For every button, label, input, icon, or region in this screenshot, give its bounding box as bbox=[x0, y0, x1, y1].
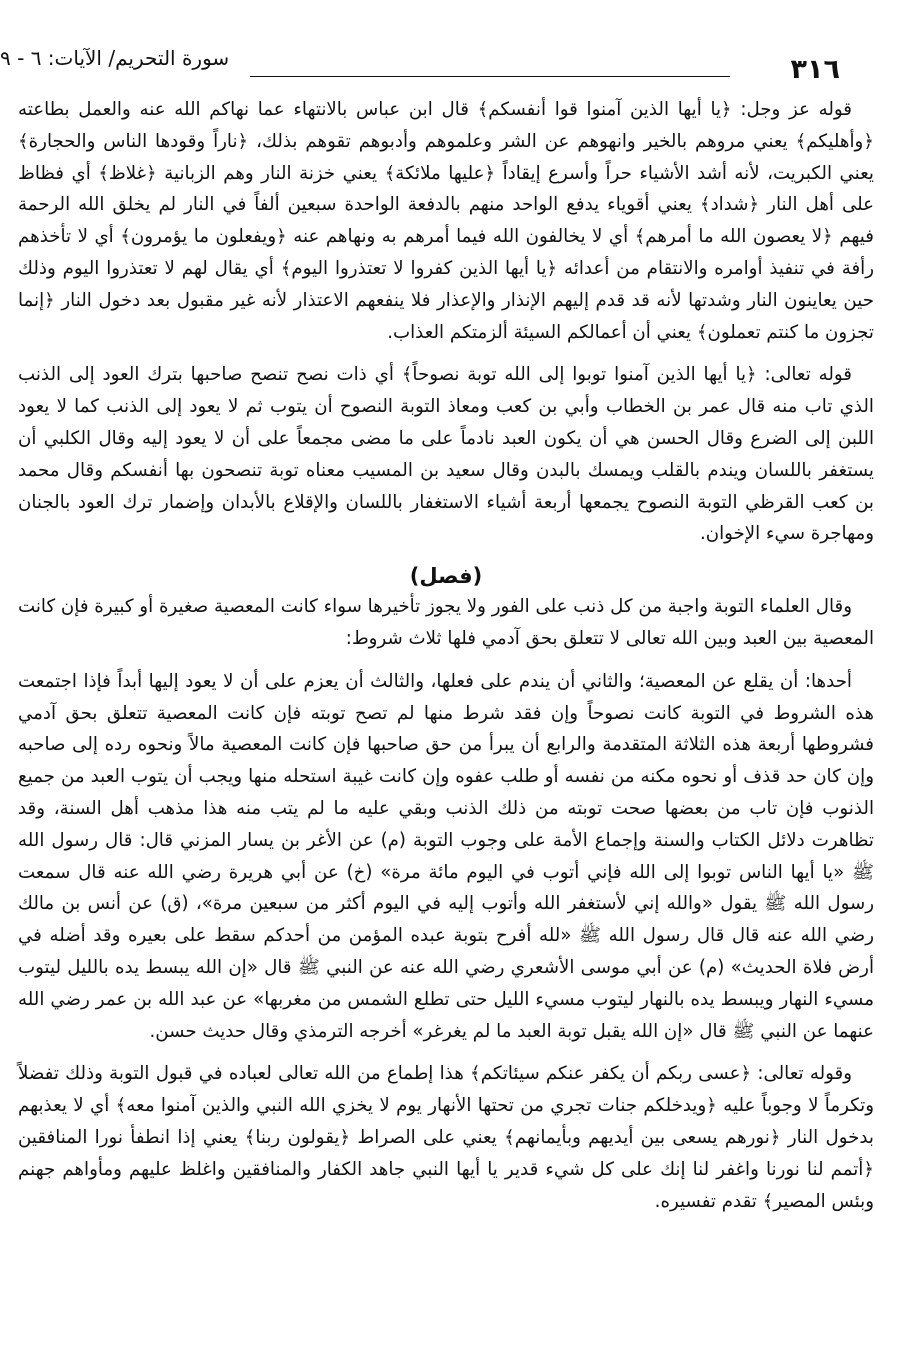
header-rule bbox=[250, 76, 730, 77]
paragraph-conditions: أحدها: أن يقلع عن المعصية؛ والثاني أن يندم على فعلها، والثالث أن يعزم على أن لا يعود إليها أبداً فإذا اجتمعت هذه الشروط في التوبة كانت نصوحاً وإن فقد شرط منها لم تصح توبته فإن كانت المعصية تتعلق بحق آدمي فشروطها أربعة هذه الثلاثة المتقدمة والرابع أن يبرأ من حق صاحبها فإن كانت المعصية مالاً ونحوه رده إلى صاحبه وإن كان حد قذف أو نحوه مكنه من نفسه أو طلب عفوه وإن كانت غيبة استحله منها ويجب أن يتوب العبد من جميع الذنوب فإن تاب من بعضها صحت توبته من ذلك الذنب وبقي عليه ما لم يتب منه هذا مذهب أهل السنة، وقد تظاهرت دلائل الكتاب والسنة وإجماع الأمة على وجوب التوبة (م) عن الأغر بن يسار المزني قال: قال رسول الله ﷺ «يا أيها الناس توبوا إلى الله فإني أتوب في اليوم مائة مرة» (خ) عن أبي هريرة رضي الله عنه قال سمعت رسول الله ﷺ يقول «والله إني لأستغفر الله وأتوب إليه في اليوم أكثر من سبعين مرة»، (ق) عن أنس بن مالك رضي الله عنه قال قال رسول الله ﷺ «لله أفرح بتوبة عبده المؤمن من أحدكم سقط على بعيره وقد أضله في أرض فلاة الحديث» (م) عن أبي موسى الأشعري رضي الله عنه عن النبي ﷺ قال «إن الله يبسط يده بالليل ليتوب مسيء النهار ويبسط يده بالنهار ليتوب مسيء الليل حتى تطلع الشمس من مغربها» عن عبد الله بن عمر رضي الله عنهما عن النبي ﷺ قال «إن الله يقبل توبة العبد ما لم يغرغر» أخرجه الترمذي وقال حديث حسن. bbox=[18, 670, 874, 1042]
page-header bbox=[0, 40, 880, 86]
paragraph-verse-6: قوله عز وجل: ﴿يا أيها الذين آمنوا قوا أنفسكم﴾ قال ابن عباس بالانتهاء عما نهاكم الله عنه والعمل بطاعته ﴿وأهليكم﴾ يعني مروهم بالخير وانهوهم عن الشر وعلموهم وأدبوهم تقوهم بذلك، ﴿ناراً وقودها الناس والحجارة﴾ يعني الكبريت، لأنه أشد الأشياء حراً وأسرع إيقاداً ﴿عليها ملائكة﴾ يعني خزنة النار وهم الزبانية ﴿غلاظ﴾ أي فظاظ على أهل النار ﴿شداد﴾ يعني أقوياء يدفع الواحد منهم بالدفعة الواحدة سبعين ألفاً في النار لم يخلق الله الرحمة فيهم ﴿لا يعصون الله ما أمرهم﴾ أي لا يخالفون الله فيما أمرهم به ونهاهم عنه ﴿ويفعلون ما يؤمرون﴾ أي لا تأخذهم رأفة في تنفيذ أوامره والانتقام من أعدائه ﴿يا أيها الذين كفروا لا تعتذروا اليوم﴾ أي يقال لهم لا تعتذروا اليوم وذلك حين يعاينون النار وشدتها لأنه قد قدم إليهم الإنذار والإعذار فلا ينفعهم الاعتذار لأنه غير مقبول بعد دخول النار ﴿إنما تجزون ما كنتم تعملون﴾ يعني أن أعمالكم السيئة ألزمتكم العذاب. bbox=[18, 99, 874, 343]
paragraph-verse-8-cont: وقوله تعالى: ﴿عسى ربكم أن يكفر عنكم سيئاتكم﴾ هذا إطماع من الله تعالى لعباده في قبول التوبة وذلك تفضلاً وتكرماً لا وجوباً عليه ﴿ويدخلكم جنات تجري من تحتها الأنهار يوم لا يخزي الله النبي والذين آمنوا معه﴾ أي لا يعذبهم بدخول النار ﴿نورهم يسعى بين أيديهم وبأيمانهم﴾ يعني على الصراط ﴿يقولون ربنا﴾ يعني إذا انطفأ نورا المنافقين ﴿أتمم لنا نورنا واغفر لنا إنك على كل شيء قدير يا أيها النبي جاهد الكفار والمنافقين واغلظ عليهم ومأواهم جهنم وبئس المصير﴾ تقدم تفسيره. bbox=[18, 1063, 874, 1212]
page-number: ٣١٦ bbox=[790, 54, 840, 85]
page-body bbox=[18, 94, 874, 1228]
section-heading: (فصل) bbox=[409, 564, 483, 589]
paragraph-verse-8: قوله تعالى: ﴿يا أيها الذين آمنوا توبوا إلى الله توبة نصوحاً﴾ أي ذات نصح تنصح صاحبها بترك العود إلى الذنب الذي تاب منه قال عمر بن الخطاب وأبي بن كعب ومعاذ التوبة النصوح أن يتوب ثم لا يعود إلى الذنب كما لا يعود اللبن إلى الضرع وقال الحسن هي أن يكون العبد نادماً على ما مضى مجمعاً على أن لا يعود إليه وقال الكلبي أن يستغفر باللسان ويندم بالقلب ويمسك بالبدن وقال سعيد بن المسيب معناه توبة تنصحون بها أنفسكم وقال محمد بن كعب القرظي التوبة النصوح يجمعها أربعة أشياء الاستغفار باللسان والإقلاع بالأبدان وإضمار ترك العود بالجنان ومهاجرة سيء الإخوان. bbox=[18, 364, 874, 545]
running-title: سورة التحريم/ الآيات: ٦ - ٩ bbox=[0, 46, 230, 70]
paragraph-repentance-rule: وقال العلماء التوبة واجبة من كل ذنب على الفور ولا يجوز تأخيرها سواء كانت المعصية صغيرة أو كبيرة فإن كانت المعصية بين العبد وبين الله تعالى لا تتعلق بحق آدمي فلها ثلاث شروط: bbox=[18, 596, 874, 649]
